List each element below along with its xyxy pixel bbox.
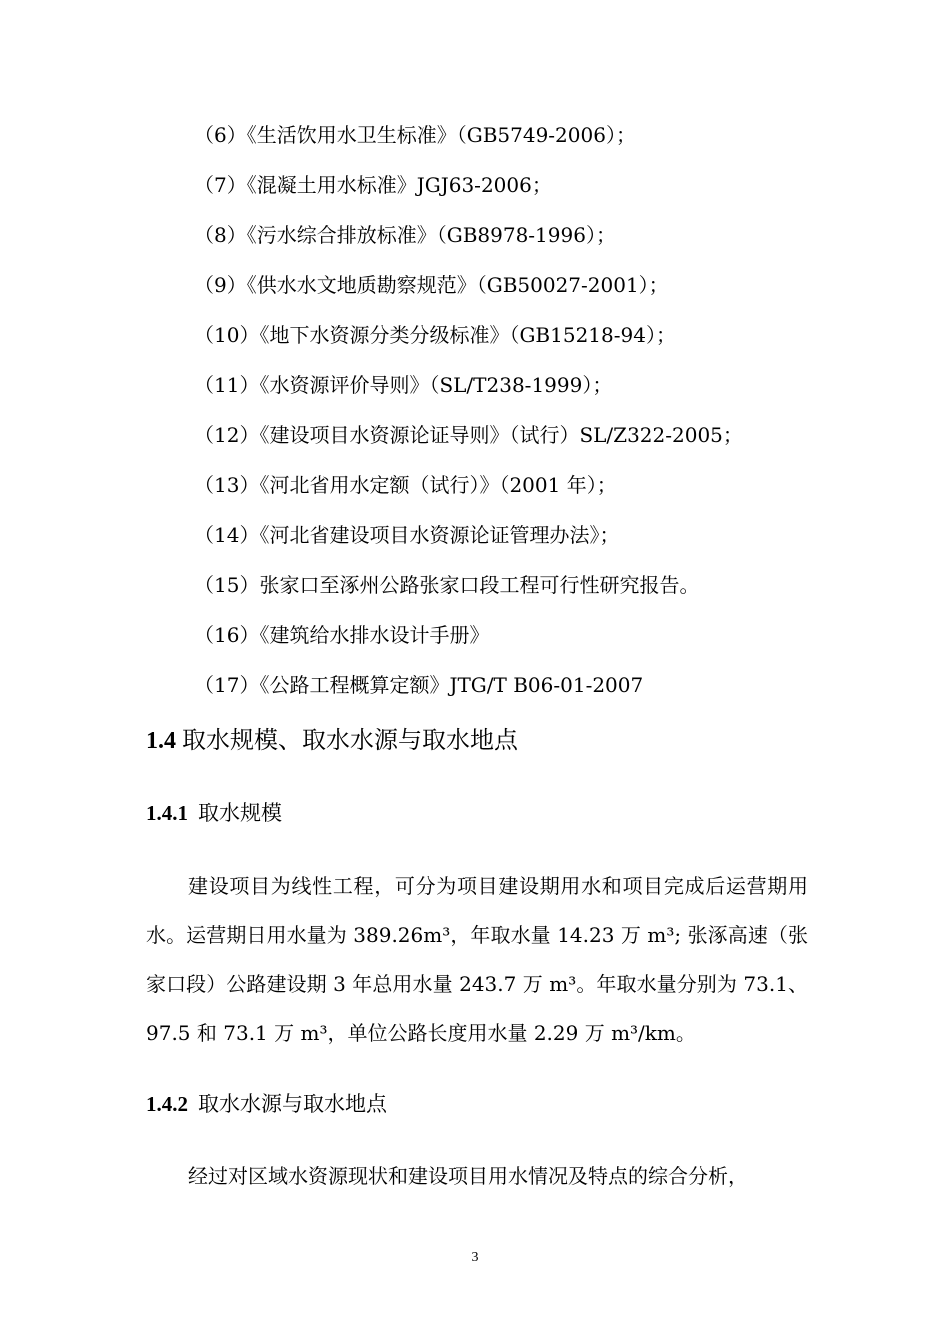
reference-item: （16）《建筑给水排水设计手册》 bbox=[194, 623, 490, 647]
paragraph-water-source: 经过对区域水资源现状和建设项目用水情况及特点的综合分析， bbox=[188, 1164, 748, 1188]
reference-item: （13）《河北省用水定额（试行）》（2001 年）； bbox=[194, 473, 617, 497]
section-heading-1-4-2 bbox=[146, 1087, 387, 1121]
reference-item: （15）张家口至涿州公路张家口段工程可行性研究报告。 bbox=[194, 573, 700, 597]
section-title: 取水规模 bbox=[198, 801, 282, 825]
section-title: 取水规模、取水水源与取水地点 bbox=[182, 726, 518, 754]
section-title: 取水水源与取水地点 bbox=[198, 1092, 387, 1116]
section-number: 1.4.1 bbox=[146, 801, 188, 825]
reference-item: （14）《河北省建设项目水资源论证管理办法》； bbox=[194, 523, 620, 547]
reference-item: （7）《混凝土用水标准》JGJ63-2006； bbox=[194, 173, 552, 197]
reference-item: （12）《建设项目水资源论证导则》（试行）SL/Z322-2005； bbox=[194, 423, 743, 447]
reference-list bbox=[194, 118, 834, 718]
section-number: 1.4 bbox=[146, 728, 176, 754]
reference-item: （11）《水资源评价导则》（SL/T238-1999）； bbox=[194, 373, 613, 397]
section-heading-1-4 bbox=[146, 722, 518, 759]
page-number: 3 bbox=[471, 1250, 479, 1265]
reference-item: （17）《公路工程概算定额》JTG/T B06-01-2007 bbox=[194, 673, 644, 697]
section-heading-1-4-1 bbox=[146, 796, 282, 830]
reference-item: （10）《地下水资源分类分级标准》（GB15218-94）； bbox=[194, 323, 676, 347]
paragraph-water-scale: 建设项目为线性工程，可分为项目建设期用水和项目完成后运营期用水。运营期日用水量为 389.26m³，年取水量 14.23 万 m³; 张涿高速（张家口段）公路建设期 3 年总用水量 243.7 万 m³。年取水量分别为 73.1、97.5 和 73.1 万 m³，单位公路长度用水量 2.29 万 m³/km。 bbox=[146, 874, 808, 1045]
reference-item: （9）《供水水文地质勘察规范》（GB50027-2001）； bbox=[194, 273, 669, 297]
reference-item: （8）《污水综合排放标准》（GB8978-1996）； bbox=[194, 223, 616, 247]
reference-item: （6）《生活饮用水卫生标准》（GB5749-2006）； bbox=[194, 123, 636, 147]
section-number: 1.4.2 bbox=[146, 1092, 188, 1116]
